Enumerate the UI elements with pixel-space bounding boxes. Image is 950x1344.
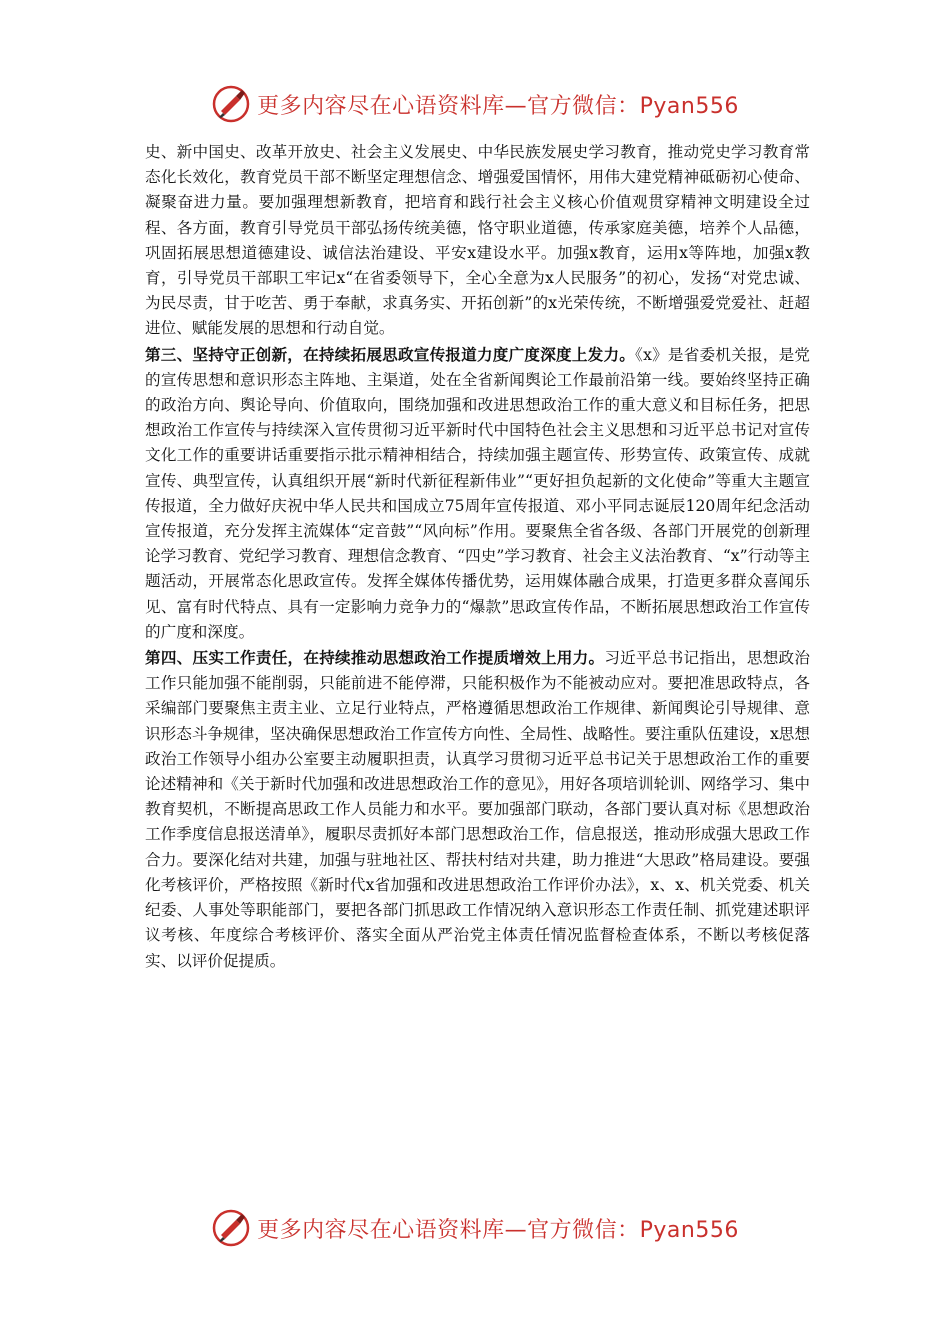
paragraph-1-body: 史、新中国史、改革开放史、社会主义发展史、中华民族发展史学习教育，推动党史学习教育常态化长效化，教育党员干部不断坚定理想信念、增强爱国情怀，用伟大建党精神砥砺初心使命、凝聚奋进力量。要加强理想新教育，把培育和践行社会主义核心价值观贯穿精神文明建设全过程、各方面，教育引导党员干部弘扬传统美德，恪守职业道德，传承家庭美德，培养个人品德，巩固拓展思想道德建设、诚信法治建设、平安x建设水平。加强x教育，运用x等阵地，加强x教育，引导党员干部职工牢记x“在省委领导下，全心全意为x人民服务”的初心，发扬“对党忠诚、为民尽责，甘于吃苦、勇于奉献，求真务实、开拓创新”的x光荣传统，不断增强爱党爱社、赶超进位、赋能发展的思想和行动自觉。: [145, 143, 810, 338]
header-watermark: [0, 82, 950, 126]
watermark-text: 更多内容尽在心语资料库—官方微信：Pyan556: [257, 1217, 739, 1243]
footer-watermark: [0, 1206, 950, 1250]
pen-seal-logo-icon: [211, 84, 251, 124]
paragraph-3-body: 习近平总书记指出，思想政治工作只能加强不能削弱，只能前进不能停滞，只能积极作为不能被动应对。要把准思政特点，各采编部门要聚焦主责主业、立足行业特点，严格遵循思想政治工作规律、新闻舆论引导规律、意识形态斗争规律，坚决确保思想政治工作宣传方向性、全局性、战略性。要注重队伍建设，x思想政治工作领导小组办公室要主动履职担责，认真学习贯彻习近平总书记关于思想政治工作的重要论述精神和《关于新时代加强和改进思想政治工作的意见》，用好各项培训轮训、网络学习、集中教育契机，不断提高思政工作人员能力和水平。要加强部门联动，各部门要认真对标《思想政治工作季度信息报送清单》，履职尽责抓好本部门思想政治工作，信息报送，推动形成强大思政工作合力。要深化结对共建，加强与驻地社区、帮扶村结对共建，助力推进“大思政”格局建设。要强化考核评价，严格按照《新时代x省加强和改进思想政治工作评价办法》，x、x、机关党委、机关纪委、人事处等职能部门，要把各部门抓思政工作情况纳入意识形态工作责任制、抓党建述职评议考核、年度综合考核评价、落实全面从严治党主体责任情况监督检查体系，不断以考核促落实、以评价促提质。: [145, 649, 810, 970]
watermark-text: 更多内容尽在心语资料库—官方微信：Pyan556: [257, 93, 739, 119]
paragraph-2: [145, 342, 810, 645]
pen-seal-logo-icon: [211, 1208, 251, 1248]
paragraph-2-body: 《x》是省委机关报，是党的宣传思想和意识形态主阵地、主渠道，处在全省新闻舆论工作最前沿第一线。要始终坚持正确的政治方向、舆论导向、价值取向，围绕加强和改进思想政治工作的重大意义和目标任务，把思想政治工作宣传与持续深入宣传贯彻习近平新时代中国特色社会主义思想和习近平总书记对宣传文化工作的重要讲话重要指示批示精神相结合，持续加强主题宣传、形势宣传、政策宣传、成就宣传、典型宣传，认真组织开展“新时代新征程新伟业”“更好担负起新的文化使命”等重大主题宣传报道，全力做好庆祝中华人民共和国成立75周年宣传报道、邓小平同志诞辰120周年纪念活动宣传报道，充分发挥主流媒体“定音鼓”“风向标”作用。要聚焦全省各级、各部门开展党的创新理论学习教育、党纪学习教育、理想信念教育、“四史”学习教育、社会主义法治教育、“x”行动等主题活动，开展常态化思政宣传。发挥全媒体传播优势，运用媒体融合成果，打造更多群众喜闻乐见、富有时代特点、具有一定影响力竞争力的“爆款”思政宣传作品，不断拓展思想政治工作宣传的广度和深度。: [145, 345, 810, 641]
paragraph-1: [145, 140, 810, 342]
document-body: [145, 140, 810, 974]
paragraph-3: [145, 645, 810, 974]
paragraph-2-heading: 第三、坚持守正创新，在持续拓展思政宣传报道力度广度深度上发力。: [145, 344, 636, 364]
paragraph-3-heading: 第四、压实工作责任，在持续推动思想政治工作提质增效上用力。: [145, 648, 605, 668]
